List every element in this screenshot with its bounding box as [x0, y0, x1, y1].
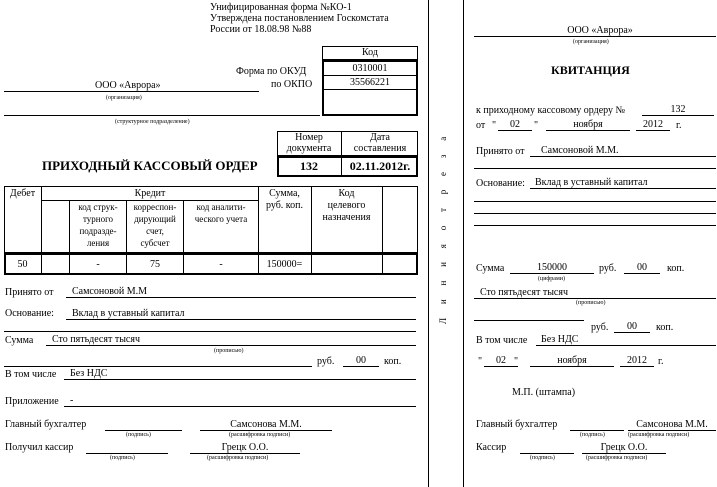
receipt-quote-2: "	[534, 120, 539, 131]
okpo-label: по ОКПО	[271, 79, 313, 90]
receipt-received-line	[530, 156, 716, 157]
receipt-kop-line-2	[614, 332, 650, 333]
date-header-line1: Дата	[370, 132, 390, 143]
receipt-basis-value: Вклад в уставный капитал	[535, 177, 648, 188]
receipt-quote-3: "	[478, 356, 483, 367]
kod-divider-1	[323, 75, 417, 76]
sub-division-2: турного	[82, 214, 114, 224]
col-line-7	[382, 186, 383, 275]
receipt-cashier-name-line	[582, 453, 666, 454]
form-line-1: Унифицированная форма №КО-1	[210, 2, 352, 13]
doc-date: 02.11.2012г.	[349, 159, 411, 173]
okud-label: Форма по ОКУД	[236, 66, 307, 77]
kop-value: 00	[356, 355, 366, 366]
vat-value: Без НДС	[70, 368, 108, 379]
receipt-basis-line-2	[474, 201, 716, 202]
receipt-from: от	[476, 120, 486, 131]
row-debit: 50	[17, 259, 28, 270]
sub-division-1: код струк-	[78, 202, 118, 212]
received-from-label: Принято от	[5, 287, 54, 298]
receipt-chief-sign-caption: (подпись)	[580, 432, 605, 438]
sub-analytic-1: код аналити-	[196, 202, 246, 212]
receipt-kop-2: 00	[627, 321, 637, 332]
chief-label: Главный бухгалтер	[5, 419, 87, 430]
purpose-header-3: назначения	[322, 212, 371, 223]
receipt-cashier-sign-caption: (подпись)	[530, 455, 555, 461]
kod-label: Код	[362, 47, 378, 58]
receipt-basis-label: Основание:	[476, 178, 525, 189]
receipt-chief-name: Самсонова М.М.	[636, 419, 708, 430]
chief-name-line	[200, 430, 332, 431]
sub-analytic-2: ческого учета	[194, 214, 248, 224]
basis-line	[66, 319, 416, 320]
receipt-cashier-sign-line	[520, 453, 574, 454]
credit-header: Кредит	[134, 188, 166, 199]
receipt-month-2: ноября	[557, 355, 587, 366]
receipt-order-num-line	[642, 115, 714, 116]
cut-line-label: Л и н и я о т р е з а	[438, 130, 448, 324]
okud-value: 0310001	[352, 63, 388, 74]
received-from-line	[66, 297, 416, 298]
okpo-value: 35566221	[350, 77, 390, 88]
row-sum: 150000=	[266, 259, 303, 270]
basis-line-2	[4, 331, 416, 332]
basis-label: Основание:	[5, 308, 54, 319]
receipt-order-num: 132	[670, 104, 686, 115]
receipt-received-value: Самсоновой М.М.	[541, 145, 619, 156]
receipt-sum: 150000	[537, 262, 567, 273]
receipt-received-line-2	[474, 168, 716, 169]
receipt-day-line-2	[484, 366, 518, 367]
receipt-sum-words-line	[474, 298, 716, 299]
cashier-sign-caption: (подпись)	[110, 455, 135, 461]
chief-sign-caption: (подпись)	[126, 432, 151, 438]
kop-line	[343, 366, 379, 367]
attachment-line	[64, 406, 416, 407]
receipt-received-label: Принято от	[476, 146, 525, 157]
receipt-sum-line	[510, 273, 594, 274]
receipt-basis-line-3	[474, 213, 716, 214]
debit-header: Дебет	[9, 188, 36, 199]
receipt-digits-caption: (цифрами)	[538, 276, 565, 282]
kod-divider-2	[323, 89, 417, 90]
cashier-decode-caption: (расшифровка подписи)	[207, 455, 269, 461]
received-from-value: Самсоновой М.М	[72, 286, 148, 297]
receipt-quote-4: "	[514, 356, 519, 367]
chief-decode-caption: (расшифровка подписи)	[229, 432, 291, 438]
sub-account-2: дирующий	[134, 214, 176, 224]
order-title: ПРИХОДНЫЙ КАССОВЫЙ ОРДЕР	[42, 158, 258, 173]
sub-account-3: счет,	[146, 226, 164, 236]
sub-account-4: субсчет	[140, 238, 170, 248]
receipt-cashier-decode-caption: (расшифровка подписи)	[586, 455, 648, 461]
receipt-title: КВИТАНЦИЯ	[551, 63, 630, 77]
purpose-header-2: целевого	[327, 200, 366, 211]
sum-words-line-2	[4, 366, 312, 367]
division-underline	[4, 115, 320, 116]
attachment-value: -	[70, 395, 74, 406]
date-header-line2: составления	[353, 143, 407, 154]
receipt-rub-2: руб.	[591, 322, 609, 333]
receipt-basis-line-4	[474, 225, 716, 226]
receipt-org: ООО «Аврора»	[567, 25, 633, 36]
receipt-sum-words: Сто пятьдесят тысяч	[480, 287, 568, 298]
receipt-chief-label: Главный бухгалтер	[476, 419, 558, 430]
receipt-org-line	[474, 36, 716, 37]
credit-divider	[42, 200, 258, 201]
cut-line-right	[463, 0, 464, 487]
receipt-basis-line	[530, 188, 716, 189]
receipt-day-2: 02	[496, 355, 506, 366]
receipt-month-line-2	[530, 366, 614, 367]
receipt-org-caption: (организация)	[573, 39, 609, 45]
receipt-chief-sign-line	[570, 430, 624, 431]
receipt-year-line-2	[620, 366, 654, 367]
receipt-vat-line	[536, 345, 716, 346]
org-caption: (организация)	[106, 95, 142, 101]
sum-header-1: Сумма,	[269, 188, 300, 199]
row-division: -	[96, 259, 100, 270]
basis-value: Вклад в уставный капитал	[72, 308, 185, 319]
chief-name: Самсонова М.М.	[230, 419, 302, 430]
rub-label: руб.	[317, 356, 335, 367]
division-caption: (структурное подразделение)	[115, 119, 190, 125]
sub-account-1: корреспон-	[133, 202, 177, 212]
cashier-name-line	[190, 453, 300, 454]
receipt-cashier-label: Кассир	[476, 442, 507, 453]
sum-words: Сто пятьдесят тысяч	[52, 334, 140, 345]
sum-header-2: руб. коп.	[265, 200, 304, 211]
vat-label: В том числе	[5, 369, 57, 380]
kod-header-cell	[322, 46, 418, 60]
row-account: 75	[150, 259, 160, 270]
receipt-rub: руб.	[599, 263, 617, 274]
receipt-chief-decode-caption: (расшифровка подписи)	[628, 432, 690, 438]
receipt-words-caption: (прописью)	[576, 300, 606, 306]
receipt-day-line	[498, 130, 532, 131]
purpose-header-1: Код	[338, 188, 355, 199]
row-analytic: -	[219, 259, 223, 270]
sub-division-3: подразде-	[79, 226, 117, 236]
cashier-sign-line	[86, 453, 168, 454]
receipt-year-suffix-2: г.	[658, 356, 664, 367]
receipt-year-line	[636, 130, 670, 131]
receipt-words-line-2	[474, 320, 584, 321]
sum-label: Сумма	[5, 335, 34, 346]
doc-number: 132	[300, 159, 318, 173]
receipt-kop: 00	[637, 262, 647, 273]
kop-label: коп.	[384, 356, 402, 367]
receipt-month: ноября	[573, 119, 603, 130]
form-line-2: Утверждена постановлением Госкомстата	[210, 13, 389, 24]
receipt-kop-line	[624, 273, 660, 274]
chief-sign-line	[105, 430, 182, 431]
receipt-cashier-name: Грецк О.О.	[600, 442, 648, 453]
form-line-3: России от 18.08.98 №88	[210, 24, 312, 35]
vat-line	[64, 379, 416, 380]
cashier-label: Получил кассир	[5, 442, 74, 453]
receipt-kop-label-2: коп.	[656, 322, 674, 333]
receipt-year: 2012	[643, 119, 663, 130]
sum-words-caption: (прописью)	[214, 348, 244, 354]
org-name: ООО «Аврора»	[95, 80, 161, 91]
receipt-year-suffix: г.	[676, 120, 682, 131]
receipt-to-order: к приходному кассовому ордеру №	[476, 105, 626, 116]
cashier-name: Грецк О.О.	[221, 442, 269, 453]
receipt-stamp: М.П. (штампа)	[512, 387, 576, 398]
receipt-chief-name-line	[628, 430, 716, 431]
docnum-header-line1: Номер	[295, 132, 323, 143]
cut-line-left	[428, 0, 429, 487]
docnum-header-line2: документа	[286, 143, 332, 154]
receipt-month-line	[546, 130, 630, 131]
receipt-vat: Без НДС	[541, 334, 579, 345]
receipt-quote-1: "	[492, 120, 497, 131]
sub-division-4: ления	[86, 238, 110, 248]
receipt-year-2: 2012	[627, 355, 647, 366]
receipt-kop-label: коп.	[667, 263, 685, 274]
receipt-sum-label: Сумма	[476, 263, 505, 274]
receipt-vat-label: В том числе	[476, 335, 528, 346]
sum-words-line	[46, 345, 416, 346]
attachment-label: Приложение	[5, 396, 59, 407]
org-underline	[4, 91, 259, 92]
receipt-day: 02	[510, 119, 520, 130]
